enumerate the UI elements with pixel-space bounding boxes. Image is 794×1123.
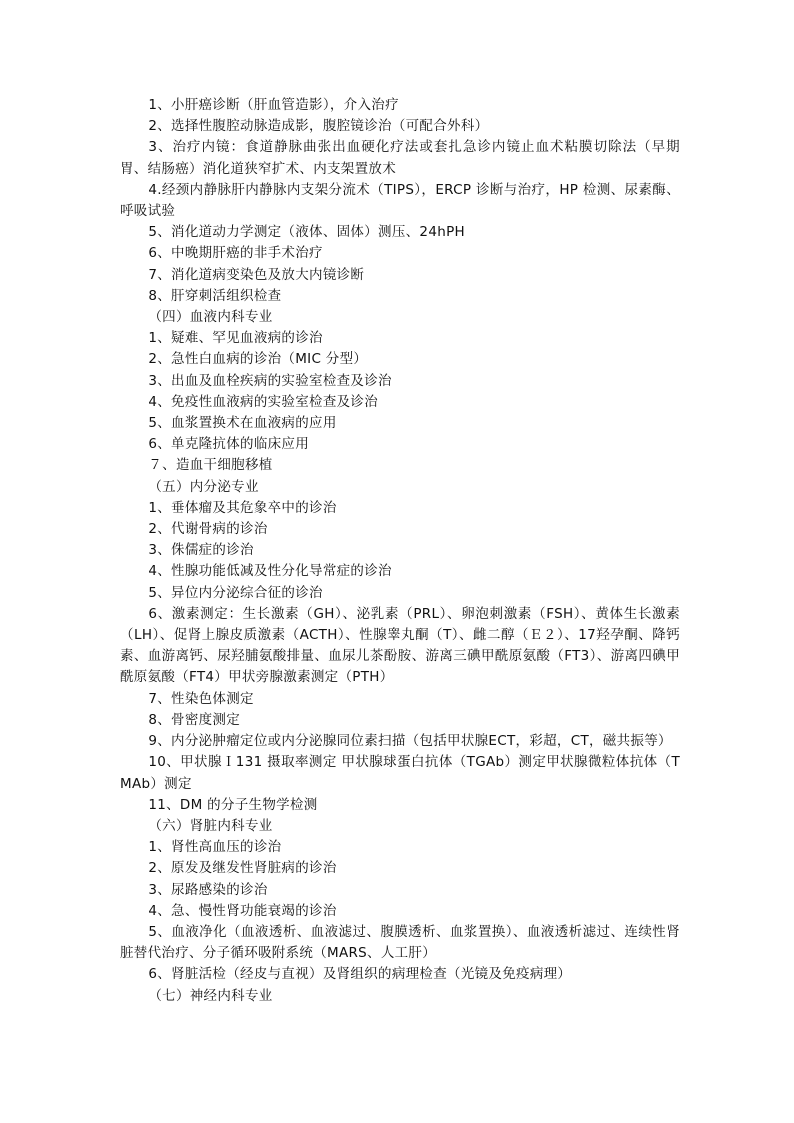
paragraph: 2、代谢骨病的诊治 [148,521,268,538]
paragraph: 4、性腺功能低减及性分化导常症的诊治 [148,563,392,580]
paragraph: 7、消化道病变染色及放大内镜诊断 [148,266,365,283]
paragraph: 1、小肝癌诊断（肝血管造影），介入治疗 [148,97,399,113]
paragraph: 5、异位内分泌综合征的诊治 [148,584,323,601]
paragraph: 8、骨密度测定 [148,711,241,728]
section-heading: （四）血液内科专业 [148,309,273,326]
paragraph: 5、血浆置换术在血液病的应用 [148,415,337,432]
paragraph: 5、血液净化（血液透析、血液滤过、腹膜透析、血浆置换）、血液透析滤过、连续性肾脏替代治疗、分子循环吸附系统（MARS、人工肝） [120,923,680,962]
paragraph: 4.经颈内静脉肝内静脉内支架分流术（TIPS），ERCP 诊断与治疗，HP 检测、尿素酶、呼吸试验 [120,181,680,220]
paragraph: 6、激素测定：生长激素（GH）、泌乳素（PRL）、卵泡刺激素（FSH）、黄体生长激素（LH）、促肾上腺皮质激素（ACTH）、性腺睾丸酮（T）、雌二醇（Ｅ２）、17羟孕酮、降钙素、血游离钙、尿羟脯氨酸排量、血尿儿茶酚胺、游离三碘甲酰原氨酸（FT3）、游离四碘甲酰原氨酸（FT4）甲状旁腺激素测定（PTH） [120,605,680,686]
paragraph: 7、性染色体测定 [148,690,254,707]
paragraph: 1、疑难、罕见血液病的诊治 [148,330,323,347]
paragraph: 6、单克隆抗体的临床应用 [148,436,310,453]
paragraph: 4、急、慢性肾功能衰竭的诊治 [148,902,337,919]
paragraph: 4、免疫性血液病的实验室检查及诊治 [148,393,379,410]
paragraph: 6、肾脏活检（经皮与直视）及肾组织的病理检查（光镜及免疫病理） [148,966,572,983]
paragraph: 3、治疗内镜：食道静脉曲张出血硬化疗法或套扎急诊内镜止血术粘膜切除法（早期胃、结肠癌）消化道狭窄扩术、内支架置放术 [120,139,680,177]
paragraph: 3、尿路感染的诊治 [148,881,268,898]
paragraph: 2、急性白血病的诊治（MIC 分型） [148,351,368,368]
paragraph: 1、垂体瘤及其危象卒中的诊治 [148,499,337,516]
paragraph: ７、造血干细胞移植 [148,457,273,474]
paragraph: 6、中晚期肝癌的非手术治疗 [148,245,323,262]
paragraph: 9、内分泌肿瘤定位或内分泌腺同位素扫描（包括甲状腺ECT，彩超，CT，磁共振等） [148,733,672,750]
paragraph: 1、肾性高血压的诊治 [148,839,282,856]
paragraph: 11、DM 的分子生物学检测 [148,796,318,813]
paragraph: 3、侏儒症的诊治 [148,542,254,559]
section-heading: （五）内分泌专业 [148,478,259,495]
paragraph: 2、选择性腹腔动脉造成影，腹腔镜诊治（可配合外科） [148,118,489,135]
paragraph: 5、消化道动力学测定（液体、固体）测压、24hPH [148,224,465,241]
paragraph: 3、出血及血栓疾病的实验室检查及诊治 [148,372,392,389]
section-heading: （六）肾脏内科专业 [148,817,273,834]
document-body [120,95,680,1007]
section-heading: （七）神经内科专业 [148,987,273,1004]
paragraph: 10、甲状腺Ｉ131 摄取率测定 甲状腺球蛋白抗体（TGAb）测定甲状腺微粒体抗体（TMAb）测定 [120,754,680,792]
paragraph: 2、原发及继发性肾脏病的诊治 [148,860,337,877]
paragraph: 8、肝穿刺活组织检查 [148,287,282,304]
